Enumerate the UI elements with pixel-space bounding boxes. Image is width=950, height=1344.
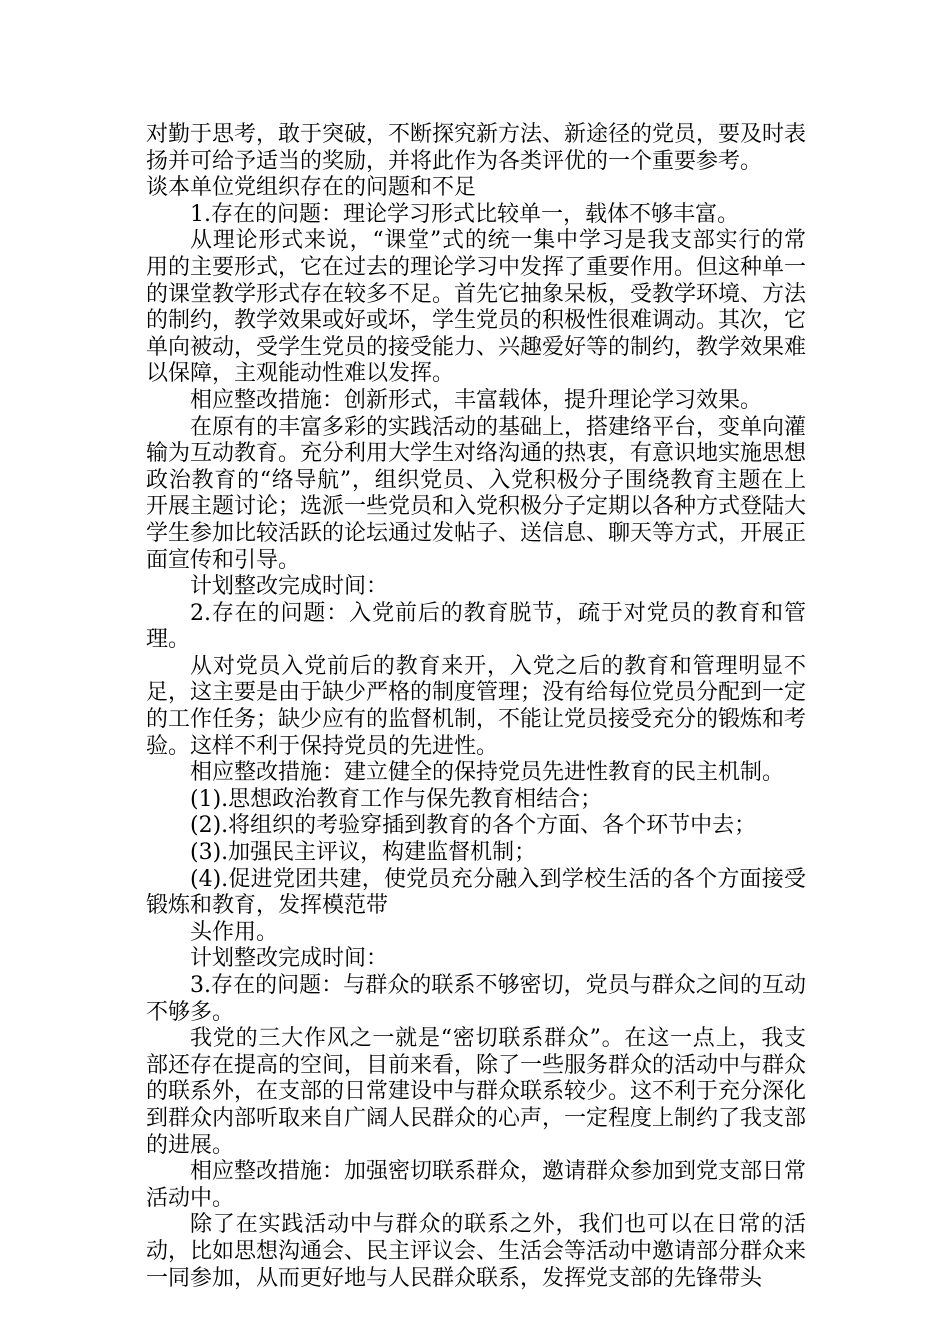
- measure-2-item-2: (2).将组织的考验穿插到教育的各个方面、各个环节中去；: [190, 813, 757, 839]
- problem-2-title: 2.存在的问题：入党前后的教育脱节，疏于对党员的教育和管理。: [146, 600, 806, 653]
- document-body: [146, 122, 806, 1292]
- deadline-1: 计划整改完成时间：: [190, 574, 389, 600]
- deadline-2: 计划整改完成时间：: [190, 946, 389, 972]
- problem-3-title: 3.存在的问题：与群众的联系不够密切，党员与群众之间的互动不够多。: [146, 973, 806, 1025]
- measure-2-item-4-continued: 头作用。: [190, 919, 279, 945]
- paragraph-intro: 对勤于思考，敢于突破，不断探究新方法、新途径的党员，要及时表扬并可给予适当的奖励，并将此作为各类评优的一个重要参考。: [146, 122, 807, 174]
- problem-3-description: 我党的三大作风之一就是“密切联系群众”。在这一点上，我支部还存在提高的空间，目前来看，除了一些服务群众的活动中与群众的联系外，在支部的日常建设中与群众联系较少。这不利于充分深化到群众内部听取来自广阔人民群众的心声，一定程度上制约了我支部的进展。: [146, 1026, 807, 1158]
- measure-1-description: 在原有的丰富多彩的实践活动的基础上，搭建络平台，变单向灌输为互动教育。充分利用大学生对络沟通的热衷，有意识地实施思想政治教育的“络导航”，组织党员、入党积极分子围绕教育主题在上开展主题讨论；选派一些党员和入党积极分子定期以各种方式登陆大学生参加比较活跃的论坛通过发帖子、送信息、聊天等方式，开展正面宣传和引导。: [146, 414, 807, 573]
- measure-2-item-1: (1).思想政治教育工作与保先教育相结合；: [190, 786, 603, 812]
- measure-2-item-3: (3).加强民主评议，构建监督机制；: [190, 840, 537, 866]
- measure-2-item-4: (4).促进党团共建，使党员充分融入到学校生活的各个方面接受锻炼和教育，发挥模范带: [146, 866, 806, 919]
- problem-1-description: 从理论形式来说，“课堂”式的统一集中学习是我支部实行的常用的主要形式，它在过去的理论学习中发挥了重要作用。但这种单一的课堂教学形式存在较多不足。首先它抽象呆板，受教学环境、方法的制约，教学效果或好或坏，学生党员的积极性很难调动。其次，它单向被动，受学生党员的接受能力、兴趣爱好等的制约，教学效果难以保障，主观能动性难以发挥。: [146, 228, 807, 387]
- measure-2-title: 相应整改措施：建立健全的保持党员先进性教育的民主机制。: [190, 760, 785, 786]
- measure-1-title: 相应整改措施：创新形式，丰富载体，提升理论学习效果。: [190, 387, 763, 413]
- measure-3-description: 除了在实践活动中与群众的联系之外，我们也可以在日常的活动，比如思想沟通会、民主评议会、生活会等活动中邀请部分群众来一同参加，从而更好地与人民群众联系，发挥党支部的先锋带头: [146, 1212, 807, 1291]
- problem-2-description: 从对党员入党前后的教育来开，入党之后的教育和管理明显不足，这主要是由于缺少严格的制度管理；没有给每位党员分配到一定的工作任务；缺少应有的监督机制，不能让党员接受充分的锻炼和考验。这样不利于保持党员的先进性。: [146, 653, 807, 759]
- section-heading: 谈本单位党组织存在的问题和不足: [146, 175, 477, 201]
- problem-1-title: 1.存在的问题：理论学习形式比较单一，载体不够丰富。: [190, 201, 739, 227]
- measure-3-title: 相应整改措施：加强密切联系群众，邀请群众参加到党支部日常活动中。: [146, 1159, 807, 1211]
